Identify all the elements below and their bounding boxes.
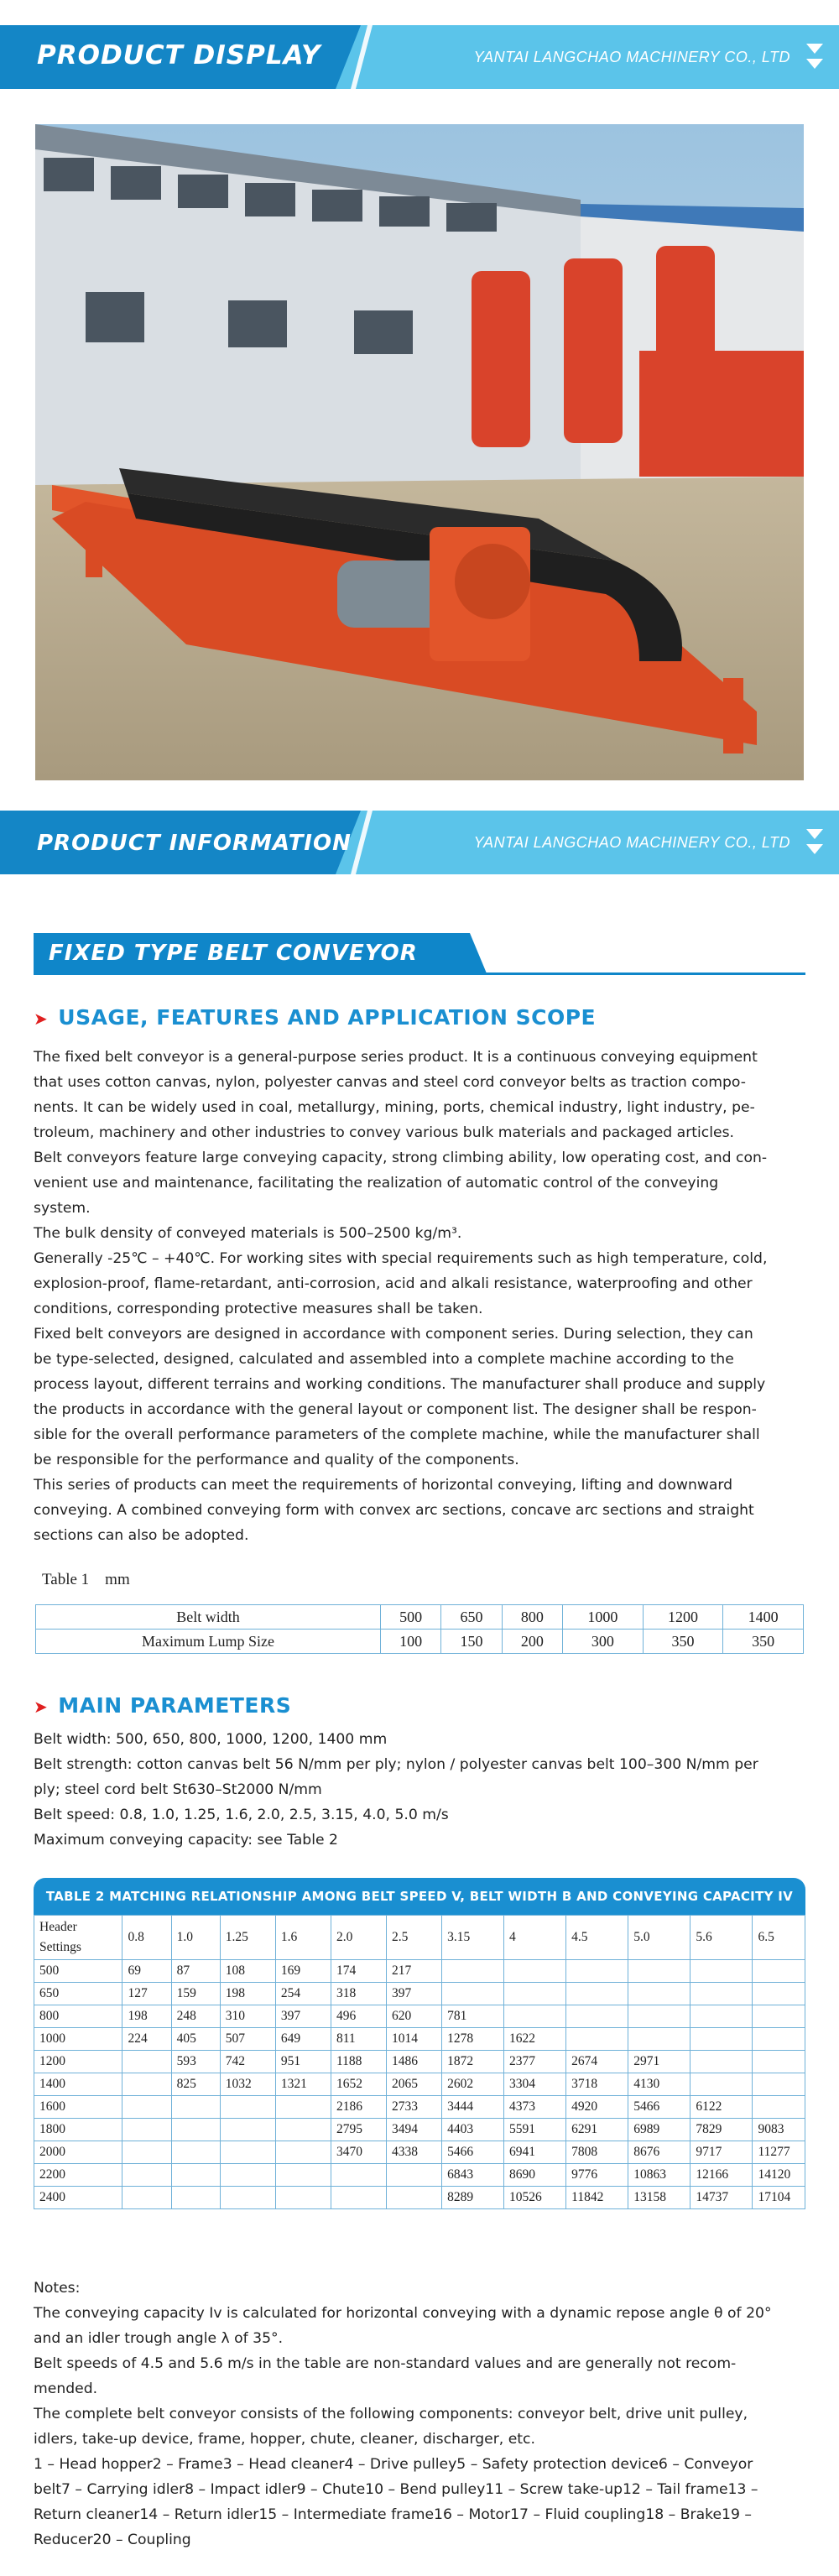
table-header-cell: 4 bbox=[504, 1916, 566, 1960]
text-line: The complete belt conveyor consists of the following components: conveyor belt, drive unit pulley, bbox=[34, 2406, 748, 2422]
table-cell: 14737 bbox=[690, 2187, 753, 2209]
text-line: The fixed belt conveyor is a general-purpose series product. It is a continuous conveying equipment bbox=[34, 1049, 758, 1066]
table-cell: 200 bbox=[502, 1630, 562, 1654]
table-header-cell: 6.5 bbox=[753, 1916, 805, 1960]
table-cell: 1400 bbox=[34, 2073, 122, 2096]
table-cell bbox=[220, 2164, 275, 2187]
table-cell bbox=[122, 2096, 171, 2119]
table-cell bbox=[122, 2141, 171, 2164]
table-cell bbox=[122, 2164, 171, 2187]
table1-caption: Table 1 mm bbox=[42, 1571, 130, 1588]
text-line: Maximum conveying capacity: see Table 2 bbox=[34, 1832, 338, 1849]
table-cell bbox=[442, 1983, 504, 2005]
table-cell: 3718 bbox=[566, 2073, 628, 2096]
table-header-cell: Header Settings bbox=[34, 1916, 122, 1960]
table-cell: 69 bbox=[122, 1960, 171, 1983]
table-cell: 3444 bbox=[442, 2096, 504, 2119]
table-cell: 4130 bbox=[628, 2073, 690, 2096]
table-cell bbox=[753, 2005, 805, 2028]
table-cell bbox=[690, 2073, 753, 2096]
table-cell: 2377 bbox=[504, 2051, 566, 2073]
table-cell bbox=[753, 2073, 805, 2096]
text-line: Belt speed: 0.8, 1.0, 1.25, 1.6, 2.0, 2.5, 3.15, 4.0, 5.0 m/s bbox=[34, 1807, 449, 1823]
table-cell: 1400 bbox=[723, 1605, 804, 1630]
text-line: belt7 – Carrying idler8 – Impact idler9 – Chute10 – Bend pulley11 – Screw take-up12 – Tail frame13 – bbox=[34, 2481, 758, 2498]
table-cell: 1622 bbox=[504, 2028, 566, 2051]
table-cell: 9717 bbox=[690, 2141, 753, 2164]
table-cell bbox=[628, 2028, 690, 2051]
table-cell: 2795 bbox=[331, 2119, 386, 2141]
table-cell: 1600 bbox=[34, 2096, 122, 2119]
text-line: mended. bbox=[34, 2380, 98, 2397]
table-cell: 169 bbox=[275, 1960, 331, 1983]
usage-heading bbox=[34, 1005, 596, 1030]
table-cell: 12166 bbox=[690, 2164, 753, 2187]
main-params-heading-text: MAIN PARAMETERS bbox=[58, 1693, 292, 1718]
text-line: Generally -25℃ – +40℃. For working sites with special requirements such as high temperature, cold, bbox=[34, 1250, 768, 1267]
table-cell: 7808 bbox=[566, 2141, 628, 2164]
table-cell: 10863 bbox=[628, 2164, 690, 2187]
table-cell bbox=[442, 1960, 504, 1983]
table-cell: 620 bbox=[387, 2005, 442, 2028]
table-cell: 9083 bbox=[753, 2119, 805, 2141]
table-row bbox=[36, 1630, 804, 1654]
table-cell: 507 bbox=[220, 2028, 275, 2051]
text-line: that uses cotton canvas, nylon, polyester canvas and steel cord conveyor belts as traction compo- bbox=[34, 1074, 746, 1091]
table-cell: 127 bbox=[122, 1983, 171, 2005]
table-cell bbox=[504, 2005, 566, 2028]
arrow-icon: ➤ bbox=[34, 1009, 49, 1029]
table-header-cell: 1.0 bbox=[171, 1916, 220, 1960]
table-row bbox=[34, 2051, 805, 2073]
banner-title: PRODUCT INFORMATION bbox=[37, 831, 352, 856]
table-cell: 825 bbox=[171, 2073, 220, 2096]
table-row bbox=[34, 1960, 805, 1983]
table-cell bbox=[331, 2164, 386, 2187]
table-cell: 8676 bbox=[628, 2141, 690, 2164]
table-cell bbox=[275, 2187, 331, 2209]
table-cell: 1486 bbox=[387, 2051, 442, 2073]
table-cell bbox=[171, 2187, 220, 2209]
text-line: explosion-proof, flame-retardant, anti-corrosion, acid and alkali resistance, waterproofing and other bbox=[34, 1275, 753, 1292]
text-line: Belt width: 500, 650, 800, 1000, 1200, 1400 mm bbox=[34, 1731, 388, 1748]
table-cell bbox=[122, 2051, 171, 2073]
table-row bbox=[34, 2164, 805, 2187]
table-cell: 318 bbox=[331, 1983, 386, 2005]
product-display-banner bbox=[0, 25, 839, 89]
table-cell bbox=[171, 2096, 220, 2119]
table-cell: 1032 bbox=[220, 2073, 275, 2096]
text-line: ply; steel cord belt St630–St2000 N/mm bbox=[34, 1781, 322, 1798]
text-line: Fixed belt conveyors are designed in accordance with component series. During selection, they can bbox=[34, 1326, 753, 1343]
main-params-paragraph bbox=[34, 1727, 807, 1853]
usage-paragraph bbox=[34, 1045, 807, 1548]
table-row bbox=[36, 1605, 804, 1630]
table-cell: 4338 bbox=[387, 2141, 442, 2164]
table-header-cell: 5.0 bbox=[628, 1916, 690, 1960]
table-cell bbox=[171, 2119, 220, 2141]
table-cell: 650 bbox=[441, 1605, 502, 1630]
text-line: venient use and maintenance, facilitating the realization of automatic control of the conveying bbox=[34, 1175, 719, 1192]
table-cell: 6122 bbox=[690, 2096, 753, 2119]
table-cell bbox=[690, 2051, 753, 2073]
table-cell: 8690 bbox=[504, 2164, 566, 2187]
table-cell: 2971 bbox=[628, 2051, 690, 2073]
table-cell bbox=[566, 1983, 628, 2005]
table-header-cell: 4.5 bbox=[566, 1916, 628, 1960]
text-line: nents. It can be widely used in coal, metallurgy, mining, ports, chemical industry, light industry, pe- bbox=[34, 1099, 755, 1116]
banner-company: YANTAI LANGCHAO MACHINERY CO., LTD bbox=[473, 49, 790, 65]
table-cell: 1800 bbox=[34, 2119, 122, 2141]
table-cell: 9776 bbox=[566, 2164, 628, 2187]
table-cell: 405 bbox=[171, 2028, 220, 2051]
table-cell bbox=[122, 2119, 171, 2141]
section-underline bbox=[34, 973, 805, 975]
table-cell bbox=[628, 1983, 690, 2005]
table-cell: 100 bbox=[380, 1630, 440, 1654]
table-cell bbox=[220, 2141, 275, 2164]
banner-company: YANTAI LANGCHAO MACHINERY CO., LTD bbox=[473, 834, 790, 851]
table-cell: 1652 bbox=[331, 2073, 386, 2096]
table-cell: 2065 bbox=[387, 2073, 442, 2096]
banner-title: PRODUCT DISPLAY bbox=[37, 40, 321, 70]
table-row bbox=[34, 2096, 805, 2119]
text-line: Return cleaner14 – Return idler15 – Intermediate frame16 – Motor17 – Fluid coupling18 – Brake19 – bbox=[34, 2506, 752, 2523]
table-cell: 13158 bbox=[628, 2187, 690, 2209]
table-cell: 2000 bbox=[34, 2141, 122, 2164]
text-line: The bulk density of conveyed materials is 500–2500 kg/m³. bbox=[34, 1225, 462, 1242]
section-title-bar bbox=[34, 933, 805, 975]
table-cell: 500 bbox=[380, 1605, 440, 1630]
table-header-cell: 5.6 bbox=[690, 1916, 753, 1960]
capacity-table bbox=[34, 1915, 805, 2209]
text-line: and an idler trough angle λ of 35°. bbox=[34, 2330, 284, 2347]
table-cell: 5466 bbox=[442, 2141, 504, 2164]
table-cell: 397 bbox=[387, 1983, 442, 2005]
table-cell bbox=[275, 2119, 331, 2141]
table-row bbox=[34, 2073, 805, 2096]
table-cell bbox=[690, 1983, 753, 2005]
table-cell: 4403 bbox=[442, 2119, 504, 2141]
text-line: sible for the overall performance parameters of the complete machine, while the manufacturer shall bbox=[34, 1426, 760, 1443]
table-cell: 1278 bbox=[442, 2028, 504, 2051]
table-header-cell: 2.5 bbox=[387, 1916, 442, 1960]
table-cell: 3470 bbox=[331, 2141, 386, 2164]
table-cell: 6941 bbox=[504, 2141, 566, 2164]
table-cell: 217 bbox=[387, 1960, 442, 1983]
table-cell: 650 bbox=[34, 1983, 122, 2005]
table-cell bbox=[566, 2005, 628, 2028]
table-cell bbox=[122, 2187, 171, 2209]
notes-paragraph bbox=[34, 2276, 807, 2553]
arrow-icon: ➤ bbox=[34, 1697, 49, 1717]
table-cell: 6843 bbox=[442, 2164, 504, 2187]
table-cell: 5591 bbox=[504, 2119, 566, 2141]
table-cell: 742 bbox=[220, 2051, 275, 2073]
table-cell: 224 bbox=[122, 2028, 171, 2051]
table-cell: 198 bbox=[122, 2005, 171, 2028]
table-cell bbox=[753, 1960, 805, 1983]
table-cell bbox=[122, 2073, 171, 2096]
text-line: Belt strength: cotton canvas belt 56 N/mm per ply; nylon / polyester canvas belt 100–300 N/mm per bbox=[34, 1756, 758, 1773]
table-cell bbox=[504, 1960, 566, 1983]
text-line: process layout, different terrains and working conditions. The manufacturer shall produce and supply bbox=[34, 1376, 766, 1393]
table-cell: 198 bbox=[220, 1983, 275, 2005]
table-cell: 2200 bbox=[34, 2164, 122, 2187]
table-cell: 500 bbox=[34, 1960, 122, 1983]
table-cell: 2733 bbox=[387, 2096, 442, 2119]
table-cell: 11842 bbox=[566, 2187, 628, 2209]
table-cell: 150 bbox=[441, 1630, 502, 1654]
table-cell: 11277 bbox=[753, 2141, 805, 2164]
table-cell: 350 bbox=[723, 1630, 804, 1654]
text-line: be responsible for the performance and quality of the components. bbox=[34, 1452, 519, 1468]
table-cell bbox=[753, 2051, 805, 2073]
table-row bbox=[34, 2187, 805, 2209]
table-row bbox=[34, 2005, 805, 2028]
table-row bbox=[34, 1983, 805, 2005]
table-cell bbox=[690, 2005, 753, 2028]
table-cell bbox=[387, 2187, 442, 2209]
conveyor-photo bbox=[35, 124, 804, 780]
table-cell bbox=[387, 2164, 442, 2187]
table-header-cell: 3.15 bbox=[442, 1916, 504, 1960]
table-cell: 87 bbox=[171, 1960, 220, 1983]
chevron-down-icon bbox=[805, 40, 824, 74]
table-cell: 800 bbox=[502, 1605, 562, 1630]
text-line: Reducer20 – Coupling bbox=[34, 2532, 191, 2548]
table-cell bbox=[171, 2164, 220, 2187]
table-header-cell: 1.6 bbox=[275, 1916, 331, 1960]
table-cell: 2186 bbox=[331, 2096, 386, 2119]
lump-size-table bbox=[35, 1604, 804, 1654]
table-cell: 174 bbox=[331, 1960, 386, 1983]
text-line: system. bbox=[34, 1200, 91, 1217]
table-cell bbox=[275, 2096, 331, 2119]
table-cell: 300 bbox=[563, 1630, 644, 1654]
text-line: be type-selected, designed, calculated and assembled into a complete machine according to the bbox=[34, 1351, 734, 1368]
table-cell: 781 bbox=[442, 2005, 504, 2028]
table-cell: Belt width bbox=[36, 1605, 381, 1630]
table-cell: 3494 bbox=[387, 2119, 442, 2141]
table-cell: 310 bbox=[220, 2005, 275, 2028]
table-row bbox=[34, 2028, 805, 2051]
table-cell: 5466 bbox=[628, 2096, 690, 2119]
table-cell: 350 bbox=[643, 1630, 723, 1654]
table-row bbox=[34, 2141, 805, 2164]
table-cell: 254 bbox=[275, 1983, 331, 2005]
table-cell: 4920 bbox=[566, 2096, 628, 2119]
table-cell: 800 bbox=[34, 2005, 122, 2028]
table-cell: 397 bbox=[275, 2005, 331, 2028]
table-cell: 159 bbox=[171, 1983, 220, 2005]
table-cell: 14120 bbox=[753, 2164, 805, 2187]
table-cell: 6989 bbox=[628, 2119, 690, 2141]
table-header-cell: 0.8 bbox=[122, 1916, 171, 1960]
table-cell: 8289 bbox=[442, 2187, 504, 2209]
table-cell: 7829 bbox=[690, 2119, 753, 2141]
table-cell bbox=[566, 1960, 628, 1983]
table-cell: 1188 bbox=[331, 2051, 386, 2073]
table-cell: 2674 bbox=[566, 2051, 628, 2073]
table-cell: 248 bbox=[171, 2005, 220, 2028]
table-cell bbox=[171, 2141, 220, 2164]
text-line: sections can also be adopted. bbox=[34, 1527, 249, 1544]
product-information-banner bbox=[0, 811, 839, 874]
main-params-heading bbox=[34, 1693, 291, 1718]
table2-title: TABLE 2 MATCHING RELATIONSHIP AMONG BELT SPEED V, BELT WIDTH B AND CONVEYING CAPACITY IV bbox=[34, 1878, 805, 1915]
table-cell: 1200 bbox=[34, 2051, 122, 2073]
text-line: 1 – Head hopper2 – Frame3 – Head cleaner4 – Drive pulley5 – Safety protection device6 – Conveyor bbox=[34, 2456, 753, 2473]
table-cell bbox=[220, 2187, 275, 2209]
table-cell: 1321 bbox=[275, 2073, 331, 2096]
text-line: conditions, corresponding protective measures shall be taken. bbox=[34, 1301, 483, 1317]
usage-heading-text: USAGE, FEATURES AND APPLICATION SCOPE bbox=[58, 1005, 597, 1030]
table-cell: 1014 bbox=[387, 2028, 442, 2051]
table-cell bbox=[331, 2187, 386, 2209]
text-line: conveying. A combined conveying form with convex arc sections, concave arc sections and straight bbox=[34, 1502, 754, 1519]
section-title: FIXED TYPE BELT CONVEYOR bbox=[49, 941, 418, 966]
table-cell bbox=[275, 2164, 331, 2187]
table-cell: 17104 bbox=[753, 2187, 805, 2209]
table-cell bbox=[275, 2141, 331, 2164]
table-cell: 811 bbox=[331, 2028, 386, 2051]
table-header-row bbox=[34, 1916, 805, 1960]
text-line: the products in accordance with the general layout or component list. The designer shall be respon- bbox=[34, 1401, 757, 1418]
table-cell: 10526 bbox=[504, 2187, 566, 2209]
table-cell: 1000 bbox=[563, 1605, 644, 1630]
table-cell: 2400 bbox=[34, 2187, 122, 2209]
text-line: troleum, machinery and other industries to convey various bulk materials and packaged articles. bbox=[34, 1124, 735, 1141]
table-cell bbox=[690, 2028, 753, 2051]
text-line: idlers, take-up device, frame, hopper, chute, cleaner, discharger, etc. bbox=[34, 2431, 535, 2448]
table-cell bbox=[753, 2028, 805, 2051]
table-cell bbox=[504, 1983, 566, 2005]
table-cell: 951 bbox=[275, 2051, 331, 2073]
table-header-cell: 1.25 bbox=[220, 1916, 275, 1960]
table-cell bbox=[628, 2005, 690, 2028]
table-cell bbox=[220, 2119, 275, 2141]
table-cell bbox=[566, 2028, 628, 2051]
text-line: The conveying capacity Iv is calculated for horizontal conveying with a dynamic repose angle θ of 20° bbox=[34, 2305, 772, 2322]
text-line: Belt speeds of 4.5 and 5.6 m/s in the table are non-standard values and are generally not recom- bbox=[34, 2355, 737, 2372]
table-cell bbox=[753, 1983, 805, 2005]
table-cell bbox=[628, 1960, 690, 1983]
text-line: This series of products can meet the requirements of horizontal conveying, lifting and downward bbox=[34, 1477, 733, 1494]
text-line: Notes: bbox=[34, 2280, 81, 2297]
table-cell bbox=[220, 2096, 275, 2119]
table-cell: 3304 bbox=[504, 2073, 566, 2096]
table-cell: 4373 bbox=[504, 2096, 566, 2119]
chevron-down-icon bbox=[805, 826, 824, 859]
table-cell: 2602 bbox=[442, 2073, 504, 2096]
table-cell: 6291 bbox=[566, 2119, 628, 2141]
table-cell: 496 bbox=[331, 2005, 386, 2028]
table-cell bbox=[690, 1960, 753, 1983]
table-cell: 649 bbox=[275, 2028, 331, 2051]
table-cell: 1200 bbox=[643, 1605, 723, 1630]
table-cell bbox=[753, 2096, 805, 2119]
table-cell: 108 bbox=[220, 1960, 275, 1983]
table-header-cell: 2.0 bbox=[331, 1916, 386, 1960]
text-line: Belt conveyors feature large conveying capacity, strong climbing ability, low operating cost, and con- bbox=[34, 1150, 768, 1166]
table-cell: Maximum Lump Size bbox=[36, 1630, 381, 1654]
table-cell: 593 bbox=[171, 2051, 220, 2073]
table-cell: 1000 bbox=[34, 2028, 122, 2051]
table-row bbox=[34, 2119, 805, 2141]
table-cell: 1872 bbox=[442, 2051, 504, 2073]
